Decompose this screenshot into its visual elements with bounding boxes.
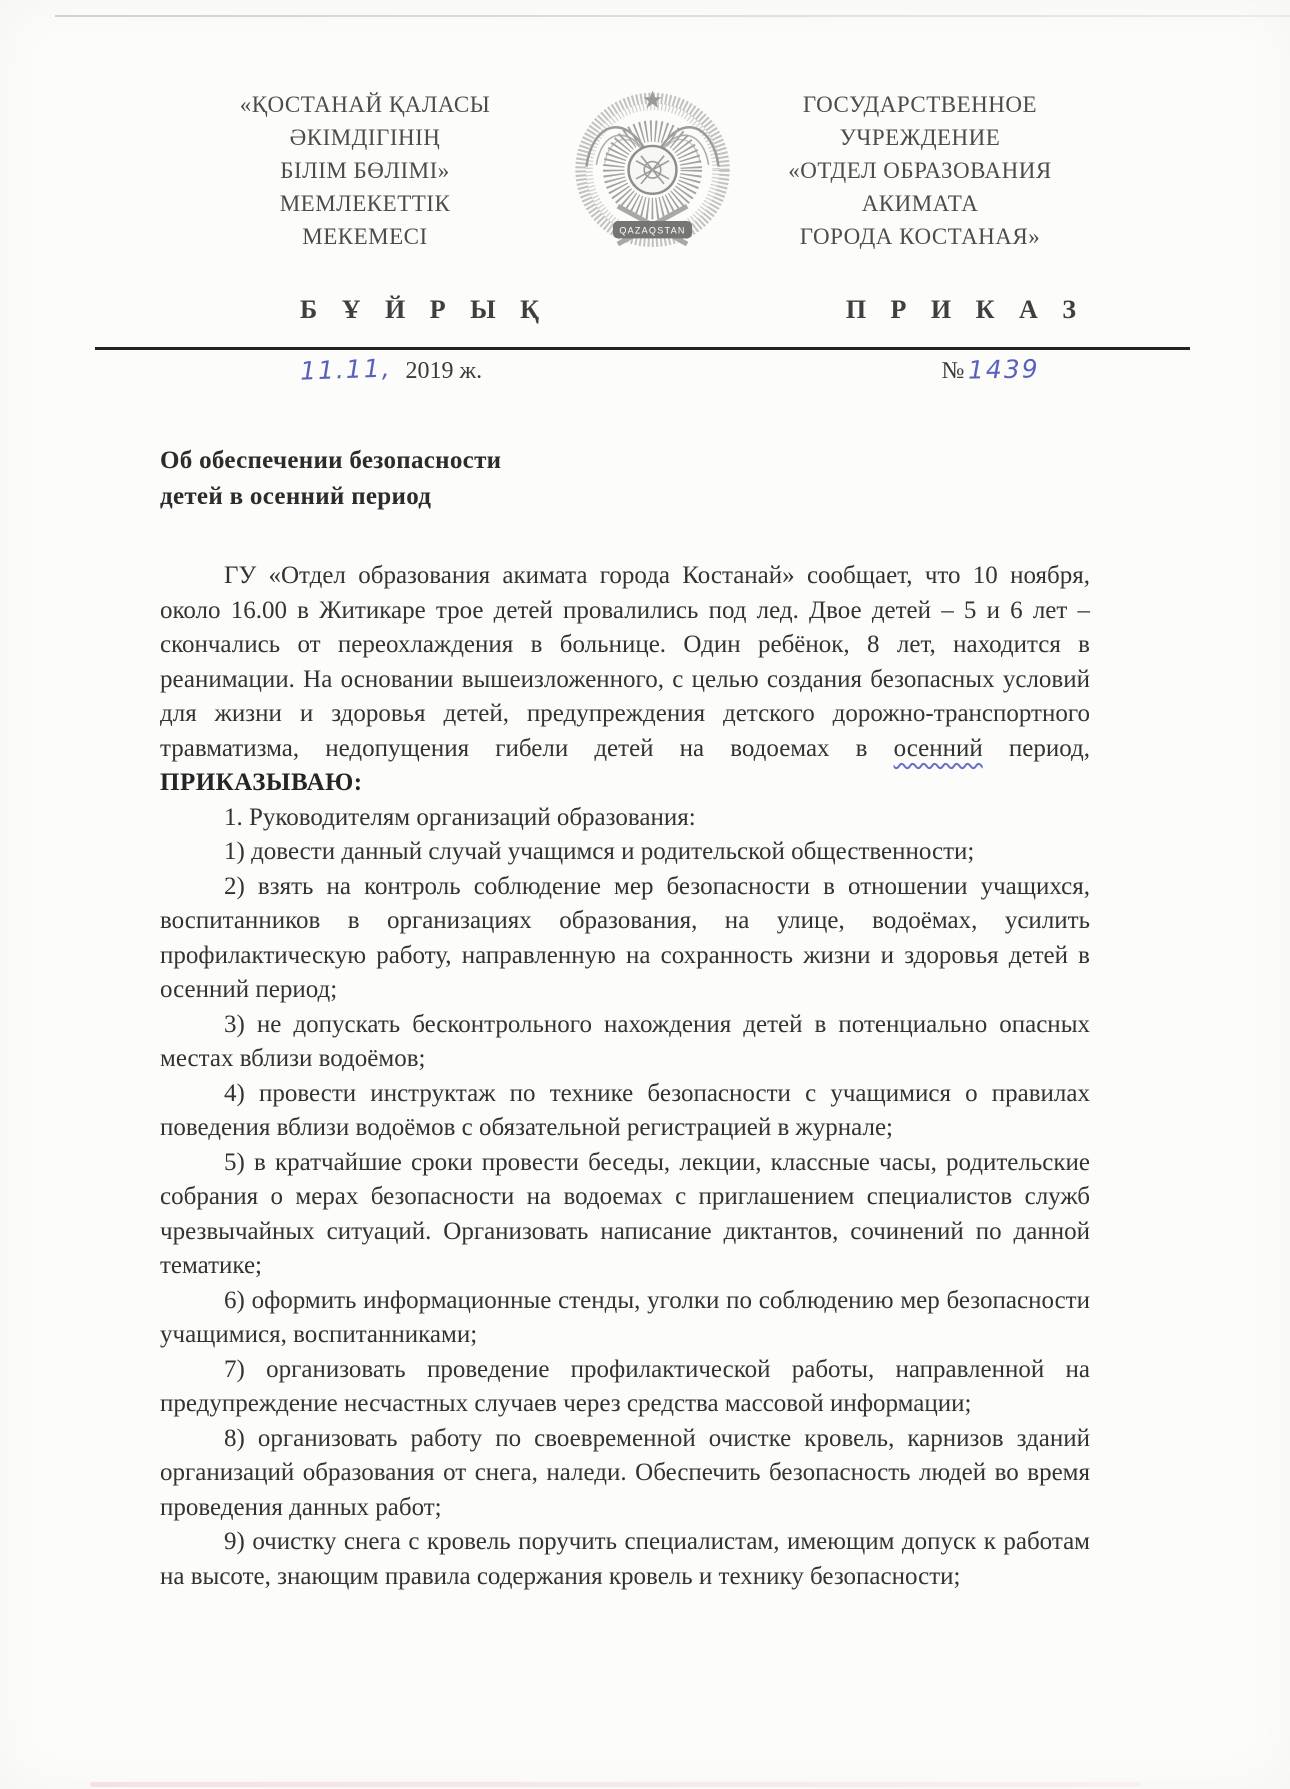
order-item: 4) провести инструктаж по технике безопасности с учащимися о правилах поведения вблизи водоёмов с обязательной регистрацией в журнале; [160, 1079, 1090, 1141]
org-name-russian-line: «ОТДЕЛ ОБРАЗОВАНИЯ [788, 158, 1052, 183]
intro-text: ГУ «Отдел образования акимата города Костанай» сообщает, что 10 ноября, около 16.00 в Житикаре трое детей провалились под лед. Двое детей – 5 и 6 лет – скончались от переохлаждения в больнице. Один ребёнок, 8 лет, находится в реанимации. На основании вышеизложенного, с целью создания безопасных условий для жизни и здоровья детей, предупреждения детского дорожно-транспортного травматизма, недопущения гибели детей на водоемах в [160, 562, 1090, 762]
org-name-kazakh [215, 88, 515, 253]
order-item: 7) организовать проведение профилактической работы, направленной на предупреждение несчастных случаев через средства массовой информации; [160, 1355, 1090, 1417]
org-name-kazakh-line: МЕКЕМЕСІ [302, 224, 428, 249]
order-item: 1. Руководителям организаций образования: [224, 803, 696, 831]
intro-text: период, [982, 734, 1090, 762]
org-name-kazakh-line: МЕМЛЕКЕТТІК [279, 191, 451, 216]
order-item: 5) в кратчайшие сроки провести беседы, лекции, классные часы, родительские собрания о мерах безопасности на водоемах с приглашением специалистов служб чрезвычайных ситуаций. Организовать написание диктантов, сочинений по данной тематике; [160, 1148, 1090, 1279]
scan-artifact-top [55, 15, 1290, 17]
org-name-kazakh-line: «ҚОСТАНАЙ ҚАЛАСЫ [239, 92, 491, 117]
kazakhstan-coat-of-arms-icon [570, 84, 735, 259]
document-title-line: детей в осенний период [160, 483, 432, 510]
handwritten-date: 11.11, [299, 353, 393, 386]
order-date [300, 355, 482, 385]
org-name-russian [765, 88, 1075, 253]
org-name-russian-line: УЧРЕЖДЕНИЕ [839, 125, 1001, 150]
org-name-russian-line: ГОРОДА КОСТАНАЯ» [799, 224, 1041, 249]
document-title [160, 443, 1290, 515]
org-name-russian-line: ГОСУДАРСТВЕННОЕ [802, 92, 1038, 117]
order-verb: ПРИКАЗЫВАЮ: [160, 769, 363, 796]
divider-line [95, 347, 1190, 350]
handwritten-number: 1439 [968, 354, 1041, 385]
order-item: 2) взять на контроль соблюдение мер безопасности в отношении учащихся, воспитанников в организациях образования, на улице, водоёмах, усилить профилактическую работу, направленную на сохранность жизни и здоровья детей в осенний период; [160, 872, 1090, 1003]
order-item: 1) довести данный случай учащимся и родительской общественности; [224, 838, 975, 865]
number-sign: № [941, 358, 965, 384]
order-item: 8) организовать работу по своевременной очистке кровель, карнизов зданий организаций образования от снега, наледи. Обеспечить безопасность людей во время проведения данных работ; [160, 1424, 1090, 1521]
order-label-kazakh: Б Ұ Й Р Ы Қ [300, 295, 548, 324]
order-item: 6) оформить информационные стенды, уголки по соблюдению мер безопасности учащимися, воспитанниками; [160, 1286, 1090, 1348]
document-title-line: Об обеспечении безопасности [160, 447, 502, 474]
letterhead [0, 0, 1290, 259]
org-name-kazakh-line: БІЛІМ БӨЛІМІ» [280, 158, 450, 183]
order-label-russian: П Р И К А З [845, 295, 1085, 324]
date-year-label: 2019 ж. [405, 358, 483, 384]
intro-paragraph [160, 559, 1090, 801]
order-number [941, 355, 1040, 385]
emblem-banner-text: QAZAQSTAN [619, 225, 686, 236]
document-body [160, 559, 1090, 1594]
scan-artifact-bottom [90, 1782, 1140, 1787]
pen-wavy-underline: осенний [893, 734, 983, 762]
order-type-row [0, 295, 1290, 325]
order-item: 3) не допускать бесконтрольного нахождения детей в потенциально опасных местах вблизи водоёмов; [160, 1010, 1090, 1072]
order-meta-row [0, 355, 1290, 385]
order-item: 9) очистку снега с кровель поручить специалистам, имеющим допуск к работам на высоте, знающим правила содержания кровель и технику безопасности; [160, 1528, 1090, 1590]
org-name-russian-line: АКИМАТА [861, 191, 979, 216]
org-name-kazakh-line: ӘКІМДІГІНІҢ [289, 125, 441, 150]
